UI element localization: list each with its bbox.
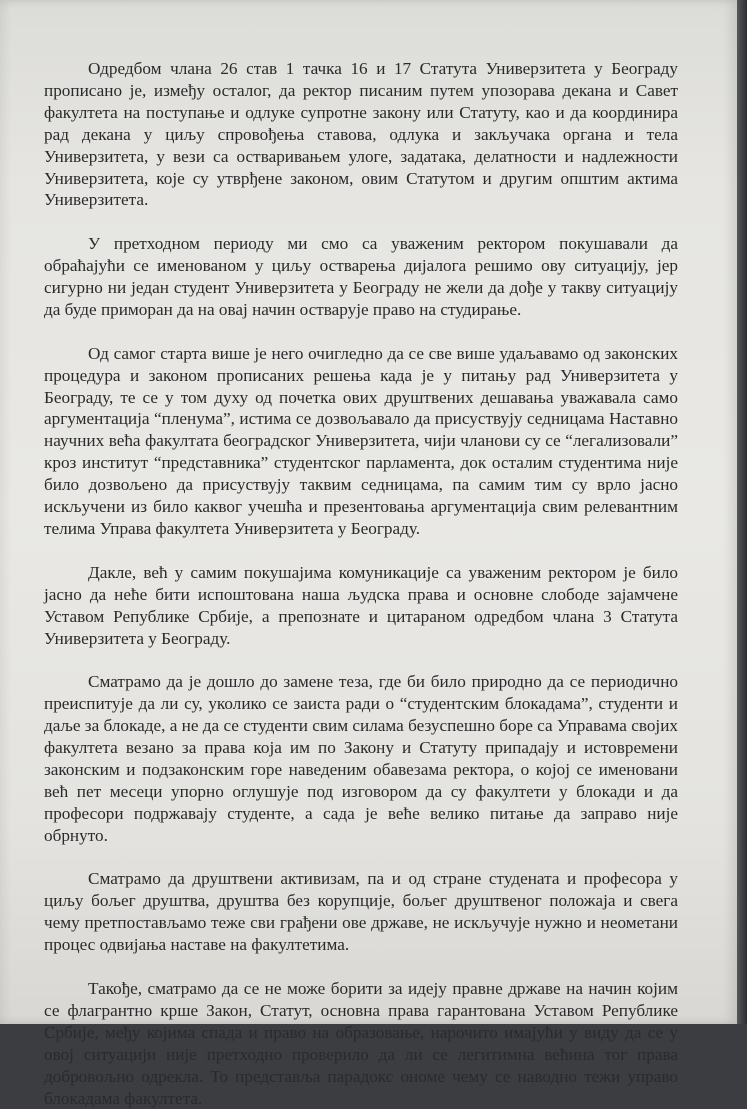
paragraph-rule-of-law: Такође, сматрамо да се не може борити за идеју правне државе на начин којим се флагрантно крше Закон, Статут, основна права гарантована Уставом Републике Србије, међу којима спада и право на образовање, нарочито имајући у виду да се у овој ситуацији није претходно проверило да ли се легитимна већина тог права добровољно одрекла. То представља парадокс ономе чему се наводно тежи управо блокадама факултета. bbox=[44, 978, 678, 1108]
paragraph-plenum-argumentation: Од самог старта више је него очигледно да се све више удаљавамо од законских процедура и законом прописаних решења када је у питању рад Универзитета у Београду, те се у том духу од почетка ових друштвених дешавања уважавала само аргументација “пленума”, истима се дозвољавало да присуствују седницама Наставно научних већа факултата београдског Универзитета, чији чланови су се “легализовали” кроз институт “представника” студентског парламента, док осталим студентима није било дозвољено да присуствују таквим седницама, па самим тим су врло јасно искључени из било каквог учешћа и презентовања аргументација свим релевантним телима Управа факултета Универзитета у Београду. bbox=[44, 343, 678, 538]
paragraph-social-activism: Сматрамо да друштвени активизам, па и од стране студената и професора у циљу бољег друштва, друштва без корупције, бољег друштвеног положаја и свега чему претпостављамо теже сви грађени ове државе, не искључује нужно и неометани процес одвијања наставе на факултетима. bbox=[44, 869, 678, 955]
document-body bbox=[44, 58, 678, 1109]
paragraph-dialogue-with-rector: У претходном периоду ми смо са уваженим ректором покушавали да обраћајући се именованом у циљу остварења дијалога решимо ову ситуацију, јер сигурно ни један студент Универзитета у Београду не жели да дође у такву ситуацију да буде приморан да на овај начин остварује право на студирање. bbox=[44, 234, 678, 319]
paragraph-human-rights: Дакле, већ у самим покушајима комуникације са уваженим ректором је било јасно да неће бити испоштована наша људска права и основне слободе зајамчене Уставом Републике Србије, а препознате и цитараном одредбом члана 3 Статута Универзитета у Београду. bbox=[44, 562, 678, 648]
paragraph-thesis-substitution: Сматрамо да је дошло до замене теза, где би било природно да се периодично преиспитује да ли су, уколико се заиста ради о “студентским блокадама”, студенти и даље за блокаде, а не да се студенти свим силама безуспешно боре са Управама својих факултета везано за права која им по Закону и Статуту припадају и истовремени законским и подзаконским горе наведеним обавезама ректора, о којој се именовани већ пет месеци упорно оглушује под изговором да су факултети у блокади и да професори подржавају студенте, а сада је веће велико питање да заправо није обрнуто. bbox=[44, 672, 678, 845]
paragraph-statute-article-26: Одредбом члана 26 став 1 тачка 16 и 17 Статута Универзитета у Београду прописано је, између осталог, да ректор писаним путем упозорава декана и Савет факултета на поступање и одлуке супротне закону или Статуту, као и да координира рад декана у циљу спровођења ставова, одлука и закључака органа и тела Универзитета, у вези са остваривањем улоге, задатака, делатности и надлежности Универзитета, које су утврђене законом, овим Статутом и другим општим актима Универзитета. bbox=[44, 59, 678, 210]
page-edge-shadow bbox=[737, 0, 747, 1024]
